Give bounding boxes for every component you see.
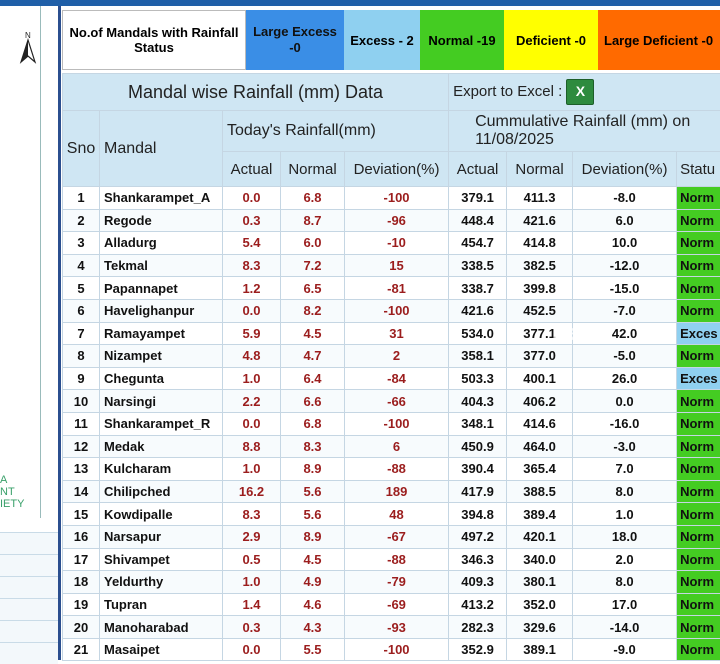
cell-mandal: Regode: [100, 209, 223, 232]
cell-status: Norm: [677, 638, 720, 661]
cell-status: Norm: [677, 299, 720, 322]
cell-mandal: Masaipet: [100, 638, 223, 661]
cell-cum-actual: 450.9: [449, 435, 507, 458]
cell-status: Norm: [677, 480, 720, 503]
cell-actual: 8.8: [223, 435, 281, 458]
cell-cum-actual: 379.1: [449, 187, 507, 210]
cell-status: Norm: [677, 277, 720, 300]
header-cum-normal: Normal: [507, 152, 573, 187]
cell-mandal: Narsapur: [100, 525, 223, 548]
cell-mandal: Shivampet: [100, 548, 223, 571]
cell-normal: 6.4: [281, 367, 345, 390]
header-status: Statu: [677, 152, 720, 187]
cell-sno: 21: [63, 638, 100, 661]
cell-actual: 0.3: [223, 209, 281, 232]
cell-cum-normal: 464.0: [507, 435, 573, 458]
table-row: [63, 345, 720, 368]
status-excess[interactable]: Excess - 2: [344, 10, 420, 70]
cell-sno: 19: [63, 593, 100, 616]
cell-deviation: 2: [345, 345, 449, 368]
left-rows: [0, 532, 58, 664]
cell-cum-actual: 352.9: [449, 638, 507, 661]
cell-cum-deviation: 2.0: [573, 548, 677, 571]
cell-cum-normal: 340.0: [507, 548, 573, 571]
rainfall-status-bar: [62, 10, 720, 70]
cell-actual: 2.2: [223, 390, 281, 413]
cell-deviation: -69: [345, 593, 449, 616]
cell-normal: 7.2: [281, 254, 345, 277]
header-sno: Sno: [63, 111, 100, 187]
table-row: [63, 480, 720, 503]
top-color-strip: [0, 0, 720, 6]
status-normal[interactable]: Normal -19: [420, 10, 504, 70]
cell-cum-normal: 388.5: [507, 480, 573, 503]
divider: [58, 6, 61, 660]
header-actual: Actual: [223, 152, 281, 187]
cell-sno: 11: [63, 412, 100, 435]
cell-normal: 6.6: [281, 390, 345, 413]
cell-mandal: Ramayampet: [100, 322, 223, 345]
table-row: [63, 367, 720, 390]
cell-cum-normal: 400.1: [507, 367, 573, 390]
cell-normal: 6.8: [281, 187, 345, 210]
cell-normal: 4.3: [281, 616, 345, 639]
cell-mandal: Havelighanpur: [100, 299, 223, 322]
table-row: [63, 277, 720, 300]
status-large-deficient[interactable]: Large Deficient -0: [598, 10, 720, 70]
cell-cum-normal: 420.1: [507, 525, 573, 548]
cell-cum-normal: 452.5: [507, 299, 573, 322]
cell-cum-actual: 404.3: [449, 390, 507, 413]
cell-normal: 8.9: [281, 458, 345, 481]
cell-status: Norm: [677, 571, 720, 594]
table-row: [63, 571, 720, 594]
cell-normal: 8.9: [281, 525, 345, 548]
cell-sno: 7: [63, 322, 100, 345]
cell-actual: 0.3: [223, 616, 281, 639]
cell-normal: 6.0: [281, 232, 345, 255]
cell-normal: 4.5: [281, 548, 345, 571]
cell-status: Norm: [677, 525, 720, 548]
cell-cum-actual: 534.0: [449, 322, 507, 345]
map-panel: [0, 6, 41, 518]
table-row: [63, 232, 720, 255]
cell-cum-normal: 411.3: [507, 187, 573, 210]
cell-cum-deviation: 8.0: [573, 480, 677, 503]
cell-cum-actual: 358.1: [449, 345, 507, 368]
cell-cum-normal: 352.0: [507, 593, 573, 616]
cell-normal: 8.2: [281, 299, 345, 322]
cell-deviation: -66: [345, 390, 449, 413]
cell-actual: 0.5: [223, 548, 281, 571]
cell-normal: 4.7: [281, 345, 345, 368]
table-row: [63, 548, 720, 571]
table-row: [63, 525, 720, 548]
cell-deviation: 189: [345, 480, 449, 503]
cell-sno: 17: [63, 548, 100, 571]
cell-actual: 8.3: [223, 254, 281, 277]
export-cell: [449, 74, 720, 111]
cell-normal: 6.8: [281, 412, 345, 435]
table-row: [63, 616, 720, 639]
cell-cum-deviation: -9.0: [573, 638, 677, 661]
cell-normal: 5.6: [281, 503, 345, 526]
cell-actual: 5.4: [223, 232, 281, 255]
cell-actual: 2.9: [223, 525, 281, 548]
cell-cum-deviation: -16.0: [573, 412, 677, 435]
cell-cum-normal: 377.0: [507, 345, 573, 368]
header-today: Today's Rainfall(mm): [223, 111, 449, 152]
cell-cum-actual: 338.7: [449, 277, 507, 300]
cell-status: Norm: [677, 412, 720, 435]
cell-status: Norm: [677, 209, 720, 232]
cell-sno: 5: [63, 277, 100, 300]
cell-sno: 16: [63, 525, 100, 548]
cell-mandal: Kowdipalle: [100, 503, 223, 526]
cell-actual: 4.8: [223, 345, 281, 368]
cell-deviation: -100: [345, 638, 449, 661]
cell-status: Norm: [677, 187, 720, 210]
watermark: News: [552, 320, 609, 346]
cell-deviation: -100: [345, 187, 449, 210]
cell-deviation: 15: [345, 254, 449, 277]
header-normal: Normal: [281, 152, 345, 187]
table-row: [63, 593, 720, 616]
cell-status: Norm: [677, 503, 720, 526]
excel-icon[interactable]: [566, 79, 594, 105]
table-row: [63, 638, 720, 661]
cell-sno: 4: [63, 254, 100, 277]
table-row: [63, 254, 720, 277]
cell-deviation: -96: [345, 209, 449, 232]
rainfall-table: [62, 73, 720, 661]
cell-cum-deviation: 26.0: [573, 367, 677, 390]
cell-cum-deviation: -12.0: [573, 254, 677, 277]
cell-status: Norm: [677, 390, 720, 413]
cell-status: Exces: [677, 322, 720, 345]
cell-cum-actual: 338.5: [449, 254, 507, 277]
cell-sno: 18: [63, 571, 100, 594]
header-cumulative: Cummulative Rainfall (mm) on 11/08/2025: [449, 111, 720, 152]
cell-cum-normal: 329.6: [507, 616, 573, 639]
cell-deviation: -81: [345, 277, 449, 300]
cell-cum-deviation: -8.0: [573, 187, 677, 210]
cell-deviation: -10: [345, 232, 449, 255]
cell-cum-deviation: 6.0: [573, 209, 677, 232]
cell-sno: 13: [63, 458, 100, 481]
cell-deviation: 6: [345, 435, 449, 458]
cell-cum-actual: 421.6: [449, 299, 507, 322]
table-row: [63, 503, 720, 526]
cell-actual: 1.0: [223, 458, 281, 481]
cell-cum-normal: 406.2: [507, 390, 573, 413]
cell-deviation: -67: [345, 525, 449, 548]
table-row: [63, 209, 720, 232]
table-row: [63, 322, 720, 345]
cell-normal: 8.3: [281, 435, 345, 458]
table-title: Mandal wise Rainfall (mm) Data: [63, 74, 449, 111]
cell-status: Norm: [677, 593, 720, 616]
north-label: N: [25, 31, 31, 40]
cell-actual: 1.4: [223, 593, 281, 616]
cell-mandal: Medak: [100, 435, 223, 458]
cell-mandal: Shankarampet_A: [100, 187, 223, 210]
cell-cum-deviation: 7.0: [573, 458, 677, 481]
cell-normal: 5.5: [281, 638, 345, 661]
table-row: [63, 458, 720, 481]
status-deficient[interactable]: Deficient -0: [504, 10, 598, 70]
cell-deviation: -88: [345, 548, 449, 571]
cell-normal: 6.5: [281, 277, 345, 300]
cell-cum-actual: 448.4: [449, 209, 507, 232]
cell-status: Norm: [677, 616, 720, 639]
cell-mandal: Chilipched: [100, 480, 223, 503]
table-row: [63, 187, 720, 210]
cell-mandal: Shankarampet_R: [100, 412, 223, 435]
cell-normal: 8.7: [281, 209, 345, 232]
cell-mandal: Nizampet: [100, 345, 223, 368]
cell-actual: 0.0: [223, 299, 281, 322]
cell-mandal: Narsingi: [100, 390, 223, 413]
cell-mandal: Tekmal: [100, 254, 223, 277]
cell-mandal: Alladurg: [100, 232, 223, 255]
cell-status: Norm: [677, 345, 720, 368]
cell-cum-normal: 414.8: [507, 232, 573, 255]
cell-status: Norm: [677, 232, 720, 255]
cell-cum-deviation: -15.0: [573, 277, 677, 300]
cell-cum-normal: 380.1: [507, 571, 573, 594]
cell-actual: 0.0: [223, 412, 281, 435]
cell-sno: 14: [63, 480, 100, 503]
header-deviation: Deviation(%): [345, 152, 449, 187]
table-row: [63, 390, 720, 413]
cell-actual: 1.2: [223, 277, 281, 300]
cell-sno: 1: [63, 187, 100, 210]
cell-deviation: -100: [345, 299, 449, 322]
cell-sno: 20: [63, 616, 100, 639]
cell-cum-normal: 389.1: [507, 638, 573, 661]
cell-deviation: -84: [345, 367, 449, 390]
cell-actual: 0.0: [223, 187, 281, 210]
cell-cum-deviation: 10.0: [573, 232, 677, 255]
cell-cum-normal: 377.1: [507, 322, 573, 345]
cell-sno: 15: [63, 503, 100, 526]
cell-sno: 9: [63, 367, 100, 390]
header-cum-actual: Actual: [449, 152, 507, 187]
cell-deviation: -79: [345, 571, 449, 594]
cell-sno: 2: [63, 209, 100, 232]
cell-normal: 4.9: [281, 571, 345, 594]
export-label: Export to Excel :: [453, 83, 562, 100]
cell-mandal: Yeldurthy: [100, 571, 223, 594]
cell-cum-normal: 399.8: [507, 277, 573, 300]
cell-mandal: Chegunta: [100, 367, 223, 390]
cell-actual: 1.0: [223, 571, 281, 594]
cell-deviation: 48: [345, 503, 449, 526]
cell-mandal: Manoharabad: [100, 616, 223, 639]
cell-cum-actual: 417.9: [449, 480, 507, 503]
cell-sno: 8: [63, 345, 100, 368]
cell-status: Norm: [677, 458, 720, 481]
cell-cum-actual: 394.8: [449, 503, 507, 526]
cell-cum-deviation: 42.0: [573, 322, 677, 345]
cell-cum-normal: 421.6: [507, 209, 573, 232]
cell-normal: 4.5: [281, 322, 345, 345]
cell-cum-deviation: 1.0: [573, 503, 677, 526]
cell-cum-actual: 413.2: [449, 593, 507, 616]
cell-cum-normal: 365.4: [507, 458, 573, 481]
cell-actual: 5.9: [223, 322, 281, 345]
cell-mandal: Kulcharam: [100, 458, 223, 481]
status-title: No.of Mandals with Rainfall Status: [62, 10, 246, 70]
status-large-excess[interactable]: Large Excess -0: [246, 10, 344, 70]
header-mandal: Mandal: [100, 111, 223, 187]
table-row: [63, 435, 720, 458]
cell-mandal: Papannapet: [100, 277, 223, 300]
cell-actual: 8.3: [223, 503, 281, 526]
cell-actual: 1.0: [223, 367, 281, 390]
cell-cum-deviation: -5.0: [573, 345, 677, 368]
cell-cum-deviation: -7.0: [573, 299, 677, 322]
cell-deviation: -88: [345, 458, 449, 481]
cell-sno: 3: [63, 232, 100, 255]
cell-cum-deviation: 18.0: [573, 525, 677, 548]
north-arrow-icon: [18, 30, 38, 64]
cell-cum-normal: 414.6: [507, 412, 573, 435]
cell-deviation: 31: [345, 322, 449, 345]
cell-deviation: -93: [345, 616, 449, 639]
cell-cum-deviation: 8.0: [573, 571, 677, 594]
cell-cum-deviation: -14.0: [573, 616, 677, 639]
cell-normal: 4.6: [281, 593, 345, 616]
cell-cum-deviation: -3.0: [573, 435, 677, 458]
cell-cum-actual: 346.3: [449, 548, 507, 571]
cell-cum-actual: 348.1: [449, 412, 507, 435]
cell-deviation: -100: [345, 412, 449, 435]
cell-status: Norm: [677, 548, 720, 571]
cell-cum-actual: 497.2: [449, 525, 507, 548]
cell-normal: 5.6: [281, 480, 345, 503]
cell-status: Norm: [677, 254, 720, 277]
cell-sno: 10: [63, 390, 100, 413]
logo-text: A NT IETY: [0, 474, 40, 510]
cell-cum-actual: 282.3: [449, 616, 507, 639]
cell-cum-normal: 382.5: [507, 254, 573, 277]
cell-actual: 0.0: [223, 638, 281, 661]
cell-status: Exces: [677, 367, 720, 390]
cell-status: Norm: [677, 435, 720, 458]
header-cum-deviation: Deviation(%): [573, 152, 677, 187]
cell-mandal: Tupran: [100, 593, 223, 616]
cell-cum-actual: 454.7: [449, 232, 507, 255]
table-row: [63, 412, 720, 435]
cell-sno: 6: [63, 299, 100, 322]
cell-cum-actual: 503.3: [449, 367, 507, 390]
cell-sno: 12: [63, 435, 100, 458]
cell-cum-actual: 409.3: [449, 571, 507, 594]
cell-cum-deviation: 17.0: [573, 593, 677, 616]
cell-cum-actual: 390.4: [449, 458, 507, 481]
table-row: [63, 299, 720, 322]
cell-cum-normal: 389.4: [507, 503, 573, 526]
cell-actual: 16.2: [223, 480, 281, 503]
cell-cum-deviation: 0.0: [573, 390, 677, 413]
